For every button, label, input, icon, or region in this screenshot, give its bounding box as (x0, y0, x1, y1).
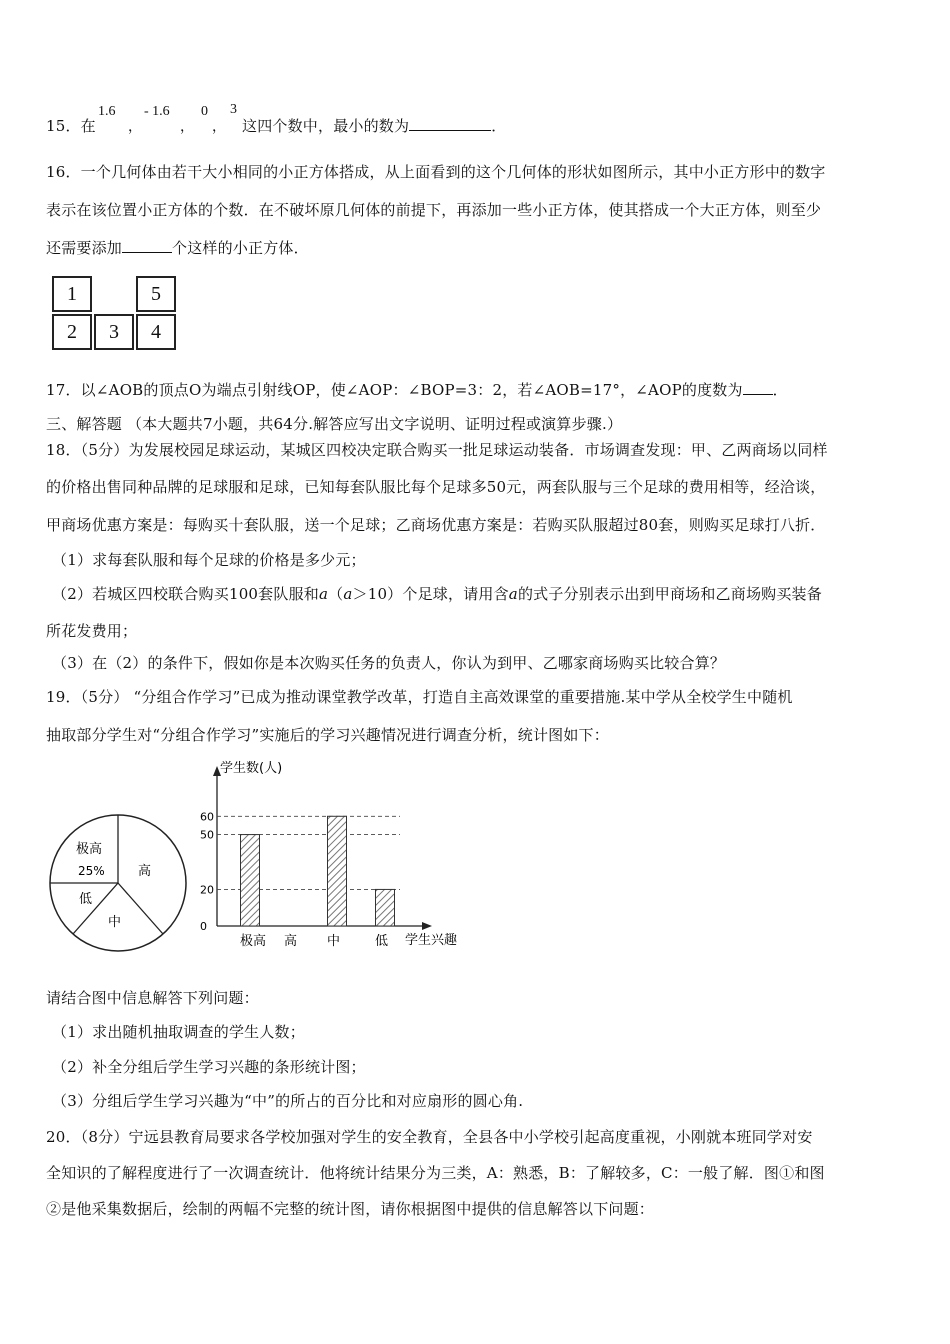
q18-sub2: （2）若城区四校联合购买100套队服和a（a＞10）个足球，请用含a的式子分别表示出到甲商场和乙商场购买装备 (52, 585, 822, 603)
q19-sub3: （3）分组后学生学习兴趣为“中”的所占的百分比和对应扇形的圆心角. (52, 1092, 524, 1110)
x-category-label: 低 (375, 934, 389, 949)
pie-label-percent: 25% (78, 864, 105, 878)
q15-sep-3: ， (212, 120, 226, 135)
q17-answer-blank[interactable] (743, 380, 773, 395)
y-tick-label: 60 (200, 810, 214, 824)
q19-after: 请结合图中信息解答下列问题： (46, 989, 259, 1007)
q19-line1: 19．（5分） “分组合作学习”已成为推动课堂教学改革，打造自主高效课堂的重要措施.某中学从全校学生中随机 (46, 688, 793, 706)
q20-line2: 全知识的了解程度进行了一次调查统计．他将统计结果分为三类，A：熟悉，B：了解较多，C：一般了解．图①和图 (46, 1164, 825, 1182)
pie-label-very-high: 极高 (76, 842, 103, 857)
pie-label-mid: 中 (108, 915, 122, 930)
q18-line1: 18．（5分）为发展校园足球运动，某城区四校决定联合购买一批足球运动装备．市场调查发现：甲、乙两商场以同样 (46, 441, 828, 459)
y-axis-label: 学生数(人) (220, 761, 283, 776)
q18-line2: 的价格出售同种品牌的足球服和足球，已知每套队服比每个足球多50元，两套队服与三个足球的费用相等，经洽谈， (46, 478, 826, 496)
q20-line1: 20．（8分）宁远县教育局要求各学校加强对学生的安全教育，全县各中小学校引起高度重视，小刚就本班同学对安 (46, 1128, 813, 1146)
q15-val-4: 3 (230, 102, 237, 117)
grid-cell: 4 (136, 314, 176, 350)
grid-cell: 5 (136, 276, 176, 312)
q16-answer-blank[interactable] (122, 238, 172, 253)
bar-3 (376, 889, 395, 926)
y-tick-label: 50 (200, 828, 214, 842)
q15-val-2: - 1.6 (144, 104, 170, 119)
q19-sub2: （2）补全分组后学生学习兴趣的条形统计图； (52, 1058, 366, 1076)
q15-val-3: 0 (201, 104, 208, 119)
bar-2 (328, 816, 347, 926)
grid-cell: 2 (52, 314, 92, 350)
grid-cell: 1 (52, 276, 92, 312)
q18-sub3: （3）在（2）的条件下，假如你是本次购买任务的负责人，你认为到甲、乙哪家商场购买比较合算？ (52, 654, 726, 672)
bar-0 (241, 835, 260, 926)
q15-sep-1: ， (128, 120, 142, 135)
x-axis-label: 学生兴趣 (405, 933, 458, 948)
q19-sub1: （1）求出随机抽取调查的学生人数； (52, 1023, 305, 1041)
pie-chart (46, 812, 196, 962)
q15-text: 这四个数中，最小的数为 ． (242, 117, 507, 135)
pie-label-low: 低 (79, 892, 93, 907)
q16-line1: 16．一个几何体由若干大小相同的小正方体搭成，从上面看到的这个几何体的形状如图所示，其中小正方形中的数字 (46, 163, 826, 181)
q19-line2: 抽取部分学生对“分组合作学习”实施后的学习兴趣情况进行调查分析，统计图如下： (46, 726, 609, 744)
q16-line3: 还需要添加 个这样的小正方体． (46, 239, 309, 257)
q17: 17．以∠AOB的顶点O为端点引射线OP，使∠AOP：∠BOP=3：2，若∠AOB=17°，∠AOP的度数为 ． (46, 381, 788, 399)
y-tick-label: 20 (200, 883, 214, 897)
q18-line3: 甲商场优惠方案是：每购买十套队服，送一个足球；乙商场优惠方案是：若购买队服超过80套，则购买足球打八折． (46, 516, 826, 534)
q20-line3: ②是他采集数据后，绘制的两幅不完整的统计图，请你根据图中提供的信息解答以下问题： (46, 1200, 655, 1218)
bar-chart (190, 758, 480, 958)
section-heading: 三、解答题 （本大题共7小题，共64分.解答应写出文字说明、证明过程或演算步骤.） (46, 415, 623, 433)
x-category-label: 极高 (240, 934, 267, 949)
q16-line2: 表示在该位置小正方体的个数．在不破坏原几何体的前提下，再添加一些小正方体，使其搭成一个大正方体，则至少 (46, 201, 822, 219)
grid-cell: 3 (94, 314, 134, 350)
q15-val-1: 1.6 (98, 104, 116, 119)
q18-sub1: （1）求每套队服和每个足球的价格是多少元； (52, 551, 366, 569)
y-tick-label: 0 (200, 920, 207, 933)
q15-num: 15．在 (46, 117, 96, 135)
x-category-label: 高 (284, 934, 298, 949)
q15-sep-2: ， (180, 120, 194, 135)
x-category-label: 中 (327, 934, 341, 949)
pie-label-high: 高 (138, 864, 152, 879)
q15-answer-blank[interactable] (409, 116, 491, 131)
q18-sub2-cont: 所花发费用； (46, 622, 138, 640)
